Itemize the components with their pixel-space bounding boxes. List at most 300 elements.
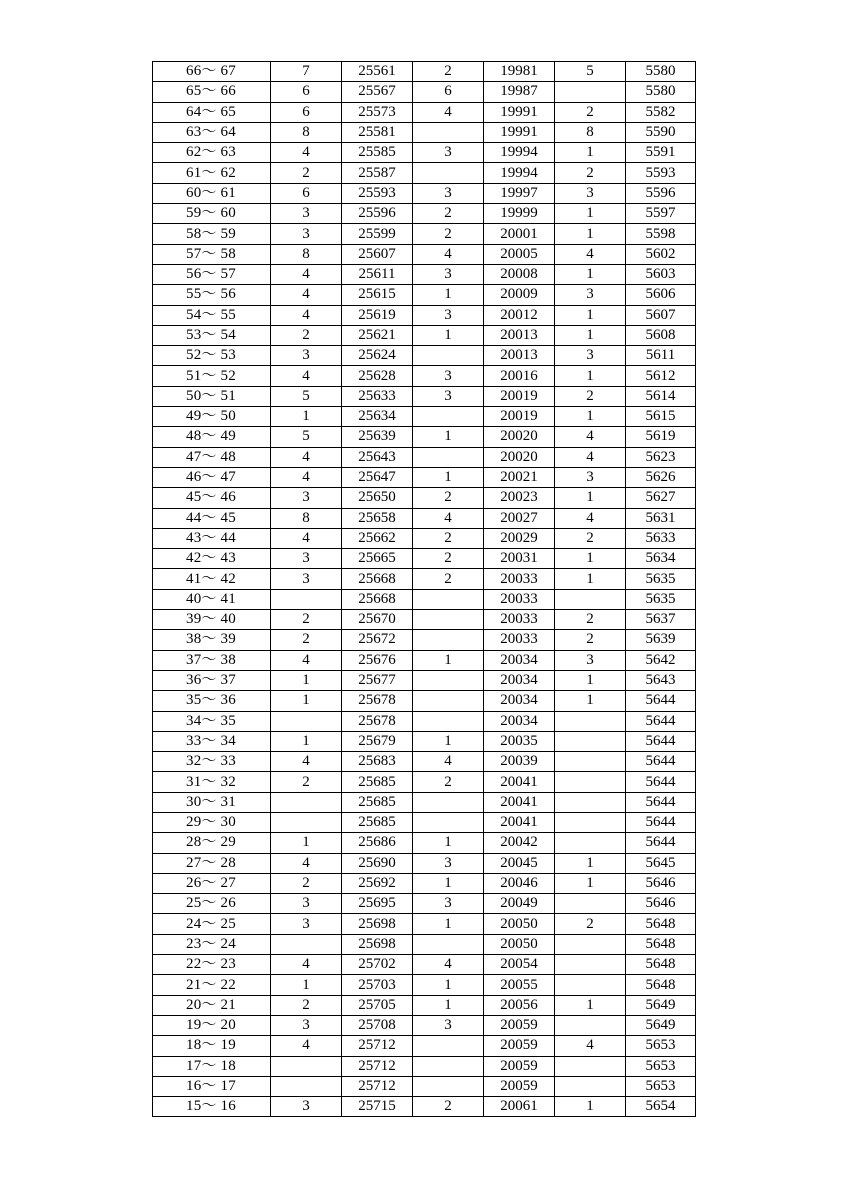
cumulative-cell: 25634 — [342, 407, 413, 427]
count-cell: 1 — [271, 670, 342, 690]
cumulative-cell-b: 20041 — [484, 792, 555, 812]
score-range-cell: 27～ 28 — [153, 853, 271, 873]
count-cell-c: 2 — [555, 528, 626, 548]
count-cell-b: 1 — [413, 731, 484, 751]
table-row — [153, 264, 696, 284]
table-row — [153, 914, 696, 934]
cumulative-cell-b: 19999 — [484, 204, 555, 224]
table-row — [153, 589, 696, 609]
cumulative-cell: 25698 — [342, 934, 413, 954]
cumulative-cell: 25670 — [342, 610, 413, 630]
score-range-cell: 32～ 33 — [153, 752, 271, 772]
count-cell: 4 — [271, 366, 342, 386]
count-cell-b: 2 — [413, 204, 484, 224]
cumulative-cell-b: 20034 — [484, 650, 555, 670]
count-cell: 6 — [271, 102, 342, 122]
cumulative-cell: 25650 — [342, 488, 413, 508]
cumulative-cell-b: 20027 — [484, 508, 555, 528]
cumulative-cell: 25715 — [342, 1097, 413, 1117]
cumulative-cell-c: 5644 — [626, 691, 696, 711]
count-cell-b — [413, 407, 484, 427]
cumulative-cell: 25662 — [342, 528, 413, 548]
table-row — [153, 204, 696, 224]
score-range-cell: 66～ 67 — [153, 62, 271, 82]
score-range-cell: 43～ 44 — [153, 528, 271, 548]
table-row — [153, 1015, 696, 1035]
count-cell-b: 3 — [413, 894, 484, 914]
count-cell-b: 2 — [413, 1097, 484, 1117]
count-cell: 2 — [271, 325, 342, 345]
count-cell-b: 1 — [413, 285, 484, 305]
cumulative-cell: 25567 — [342, 82, 413, 102]
count-cell: 4 — [271, 467, 342, 487]
count-cell — [271, 792, 342, 812]
score-range-cell: 21～ 22 — [153, 975, 271, 995]
count-cell-b: 1 — [413, 833, 484, 853]
table-row — [153, 752, 696, 772]
count-cell: 4 — [271, 143, 342, 163]
table-row — [153, 407, 696, 427]
cumulative-cell-c: 5612 — [626, 366, 696, 386]
cumulative-cell-c: 5649 — [626, 1015, 696, 1035]
count-cell-c: 1 — [555, 143, 626, 163]
count-cell-c: 3 — [555, 650, 626, 670]
cumulative-cell-c: 5637 — [626, 610, 696, 630]
table-row — [153, 508, 696, 528]
cumulative-cell-b: 20016 — [484, 366, 555, 386]
cumulative-cell-b: 20050 — [484, 934, 555, 954]
cumulative-cell-c: 5596 — [626, 183, 696, 203]
count-cell: 3 — [271, 549, 342, 569]
count-cell-b: 1 — [413, 325, 484, 345]
count-cell: 3 — [271, 1015, 342, 1035]
cumulative-cell-c: 5646 — [626, 873, 696, 893]
count-cell: 4 — [271, 264, 342, 284]
count-cell-b — [413, 122, 484, 142]
score-range-cell: 59～ 60 — [153, 204, 271, 224]
count-cell-b: 2 — [413, 488, 484, 508]
count-cell-b: 3 — [413, 386, 484, 406]
table-row — [153, 894, 696, 914]
cumulative-cell: 25561 — [342, 62, 413, 82]
cumulative-cell-c: 5644 — [626, 752, 696, 772]
cumulative-cell-b: 20020 — [484, 427, 555, 447]
table-body — [153, 62, 696, 1117]
score-range-cell: 55～ 56 — [153, 285, 271, 305]
count-cell-c: 1 — [555, 549, 626, 569]
count-cell — [271, 1076, 342, 1096]
count-cell-c: 4 — [555, 244, 626, 264]
count-cell-c: 4 — [555, 427, 626, 447]
count-cell: 8 — [271, 508, 342, 528]
cumulative-cell-b: 20050 — [484, 914, 555, 934]
count-cell-c: 1 — [555, 264, 626, 284]
cumulative-cell-c: 5627 — [626, 488, 696, 508]
cumulative-cell: 25678 — [342, 691, 413, 711]
table-row — [153, 792, 696, 812]
score-range-cell: 51～ 52 — [153, 366, 271, 386]
count-cell-c: 2 — [555, 914, 626, 934]
count-cell: 4 — [271, 285, 342, 305]
cumulative-cell-c: 5644 — [626, 772, 696, 792]
table-row — [153, 488, 696, 508]
cumulative-cell-b: 20005 — [484, 244, 555, 264]
count-cell: 2 — [271, 772, 342, 792]
cumulative-cell: 25611 — [342, 264, 413, 284]
cumulative-cell-c: 5615 — [626, 407, 696, 427]
cumulative-cell-c: 5645 — [626, 853, 696, 873]
count-cell: 1 — [271, 975, 342, 995]
score-range-cell: 58～ 59 — [153, 224, 271, 244]
cumulative-cell-b: 20033 — [484, 630, 555, 650]
score-range-cell: 64～ 65 — [153, 102, 271, 122]
count-cell: 4 — [271, 650, 342, 670]
count-cell-c: 2 — [555, 102, 626, 122]
count-cell — [271, 934, 342, 954]
count-cell-c: 1 — [555, 691, 626, 711]
count-cell-b — [413, 934, 484, 954]
score-range-cell: 16～ 17 — [153, 1076, 271, 1096]
count-cell-c: 2 — [555, 163, 626, 183]
count-cell: 4 — [271, 447, 342, 467]
count-cell-b: 3 — [413, 1015, 484, 1035]
cumulative-cell-b: 20056 — [484, 995, 555, 1015]
table-row — [153, 447, 696, 467]
table-row — [153, 325, 696, 345]
cumulative-cell-b: 20041 — [484, 772, 555, 792]
cumulative-cell-c: 5611 — [626, 346, 696, 366]
cumulative-cell-b: 20009 — [484, 285, 555, 305]
cumulative-cell: 25708 — [342, 1015, 413, 1035]
count-cell: 8 — [271, 244, 342, 264]
count-cell: 3 — [271, 346, 342, 366]
cumulative-cell-b: 20059 — [484, 1036, 555, 1056]
count-cell-b — [413, 346, 484, 366]
score-range-cell: 53～ 54 — [153, 325, 271, 345]
count-cell-b: 4 — [413, 508, 484, 528]
cumulative-cell: 25683 — [342, 752, 413, 772]
count-cell-b: 1 — [413, 914, 484, 934]
count-cell-c: 1 — [555, 569, 626, 589]
count-cell-b: 4 — [413, 244, 484, 264]
cumulative-cell: 25643 — [342, 447, 413, 467]
cumulative-cell-b: 20019 — [484, 407, 555, 427]
score-range-cell: 50～ 51 — [153, 386, 271, 406]
count-cell-c: 1 — [555, 204, 626, 224]
table-row — [153, 934, 696, 954]
count-cell-c — [555, 711, 626, 731]
count-cell-b: 4 — [413, 955, 484, 975]
table-row — [153, 102, 696, 122]
table-row — [153, 244, 696, 264]
cumulative-cell: 25621 — [342, 325, 413, 345]
cumulative-cell-b: 20012 — [484, 305, 555, 325]
cumulative-cell-c: 5648 — [626, 955, 696, 975]
cumulative-cell-c: 5654 — [626, 1097, 696, 1117]
count-cell-b — [413, 163, 484, 183]
cumulative-cell-c: 5653 — [626, 1076, 696, 1096]
score-range-cell: 17～ 18 — [153, 1056, 271, 1076]
cumulative-cell: 25658 — [342, 508, 413, 528]
cumulative-cell: 25672 — [342, 630, 413, 650]
count-cell-b: 3 — [413, 853, 484, 873]
cumulative-cell: 25712 — [342, 1076, 413, 1096]
count-cell: 3 — [271, 914, 342, 934]
cumulative-cell-c: 5614 — [626, 386, 696, 406]
cumulative-cell-c: 5648 — [626, 975, 696, 995]
cumulative-cell-b: 20059 — [484, 1056, 555, 1076]
score-range-cell: 18～ 19 — [153, 1036, 271, 1056]
cumulative-cell-b: 20013 — [484, 325, 555, 345]
cumulative-cell-b: 20013 — [484, 346, 555, 366]
cumulative-cell: 25705 — [342, 995, 413, 1015]
count-cell-b — [413, 447, 484, 467]
count-cell-c — [555, 589, 626, 609]
count-cell-b: 2 — [413, 62, 484, 82]
cumulative-cell-b: 20046 — [484, 873, 555, 893]
cumulative-cell-c: 5626 — [626, 467, 696, 487]
table-row — [153, 386, 696, 406]
count-cell-c: 1 — [555, 325, 626, 345]
score-range-cell: 25～ 26 — [153, 894, 271, 914]
cumulative-cell: 25639 — [342, 427, 413, 447]
cumulative-cell-c: 5603 — [626, 264, 696, 284]
count-cell-b — [413, 792, 484, 812]
count-cell: 7 — [271, 62, 342, 82]
table-row — [153, 812, 696, 832]
count-cell-b — [413, 670, 484, 690]
cumulative-cell-b: 19987 — [484, 82, 555, 102]
cumulative-cell-b: 20023 — [484, 488, 555, 508]
count-cell-c: 1 — [555, 305, 626, 325]
count-cell-c — [555, 772, 626, 792]
count-cell-b — [413, 1056, 484, 1076]
count-cell-c — [555, 955, 626, 975]
cumulative-cell-c: 5644 — [626, 711, 696, 731]
cumulative-cell-b: 19981 — [484, 62, 555, 82]
count-cell-b: 3 — [413, 305, 484, 325]
cumulative-cell-c: 5653 — [626, 1056, 696, 1076]
table-row — [153, 833, 696, 853]
cumulative-cell: 25573 — [342, 102, 413, 122]
count-cell-c — [555, 792, 626, 812]
table-row — [153, 1097, 696, 1117]
cumulative-cell-b: 20001 — [484, 224, 555, 244]
cumulative-cell-c: 5619 — [626, 427, 696, 447]
cumulative-cell: 25615 — [342, 285, 413, 305]
count-cell-c: 4 — [555, 1036, 626, 1056]
cumulative-cell-b: 20055 — [484, 975, 555, 995]
count-cell-b — [413, 610, 484, 630]
cumulative-cell-c: 5602 — [626, 244, 696, 264]
score-range-cell: 36～ 37 — [153, 670, 271, 690]
cumulative-cell-c: 5590 — [626, 122, 696, 142]
count-cell-b — [413, 589, 484, 609]
cumulative-cell: 25685 — [342, 812, 413, 832]
count-cell: 3 — [271, 1097, 342, 1117]
cumulative-cell-b: 20041 — [484, 812, 555, 832]
cumulative-cell-c: 5582 — [626, 102, 696, 122]
cumulative-cell: 25581 — [342, 122, 413, 142]
cumulative-cell-b: 20008 — [484, 264, 555, 284]
count-cell-b: 1 — [413, 995, 484, 1015]
cumulative-cell-c: 5642 — [626, 650, 696, 670]
cumulative-cell-b: 20049 — [484, 894, 555, 914]
cumulative-cell-b: 20029 — [484, 528, 555, 548]
cumulative-cell: 25685 — [342, 772, 413, 792]
count-cell-b — [413, 630, 484, 650]
table-row — [153, 1036, 696, 1056]
count-cell: 1 — [271, 833, 342, 853]
count-cell-c: 1 — [555, 224, 626, 244]
cumulative-cell: 25628 — [342, 366, 413, 386]
count-cell-b: 4 — [413, 102, 484, 122]
table-row — [153, 305, 696, 325]
score-range-cell: 22～ 23 — [153, 955, 271, 975]
cumulative-cell-c: 5646 — [626, 894, 696, 914]
cumulative-cell: 25677 — [342, 670, 413, 690]
cumulative-cell: 25702 — [342, 955, 413, 975]
table-row — [153, 630, 696, 650]
count-cell: 4 — [271, 853, 342, 873]
score-range-cell: 35～ 36 — [153, 691, 271, 711]
score-range-cell: 57～ 58 — [153, 244, 271, 264]
cumulative-cell: 25692 — [342, 873, 413, 893]
count-cell: 4 — [271, 528, 342, 548]
count-cell-b: 1 — [413, 873, 484, 893]
table-row — [153, 122, 696, 142]
score-range-cell: 61～ 62 — [153, 163, 271, 183]
count-cell-c: 3 — [555, 285, 626, 305]
count-cell: 4 — [271, 1036, 342, 1056]
score-range-cell: 29～ 30 — [153, 812, 271, 832]
table-row — [153, 955, 696, 975]
count-cell-c: 3 — [555, 346, 626, 366]
count-cell-b: 2 — [413, 549, 484, 569]
score-range-cell: 41～ 42 — [153, 569, 271, 589]
cumulative-cell-c: 5644 — [626, 731, 696, 751]
cumulative-cell-b: 19994 — [484, 143, 555, 163]
cumulative-cell-b: 20061 — [484, 1097, 555, 1117]
cumulative-cell: 25607 — [342, 244, 413, 264]
cumulative-cell: 25585 — [342, 143, 413, 163]
cumulative-cell: 25593 — [342, 183, 413, 203]
cumulative-cell-c: 5607 — [626, 305, 696, 325]
cumulative-cell: 25665 — [342, 549, 413, 569]
count-cell: 5 — [271, 427, 342, 447]
count-cell-c — [555, 975, 626, 995]
count-cell: 2 — [271, 630, 342, 650]
table-row — [153, 569, 696, 589]
score-range-cell: 52～ 53 — [153, 346, 271, 366]
table-row — [153, 650, 696, 670]
count-cell — [271, 711, 342, 731]
cumulative-cell: 25624 — [342, 346, 413, 366]
table-row — [153, 772, 696, 792]
count-cell: 2 — [271, 610, 342, 630]
count-cell-c: 1 — [555, 995, 626, 1015]
count-cell: 6 — [271, 183, 342, 203]
table-row — [153, 224, 696, 244]
cumulative-cell: 25698 — [342, 914, 413, 934]
cumulative-cell-c: 5580 — [626, 62, 696, 82]
score-range-cell: 44～ 45 — [153, 508, 271, 528]
cumulative-cell-c: 5644 — [626, 792, 696, 812]
count-cell: 2 — [271, 995, 342, 1015]
score-range-cell: 28～ 29 — [153, 833, 271, 853]
count-cell-c — [555, 894, 626, 914]
score-range-cell: 40～ 41 — [153, 589, 271, 609]
count-cell: 6 — [271, 82, 342, 102]
cumulative-cell-c: 5649 — [626, 995, 696, 1015]
cumulative-cell-b: 20033 — [484, 589, 555, 609]
count-cell: 4 — [271, 955, 342, 975]
table-row — [153, 853, 696, 873]
cumulative-cell-c: 5608 — [626, 325, 696, 345]
cumulative-cell-c: 5634 — [626, 549, 696, 569]
table-row — [153, 467, 696, 487]
score-range-cell: 47～ 48 — [153, 447, 271, 467]
count-cell: 4 — [271, 752, 342, 772]
count-cell-c: 5 — [555, 62, 626, 82]
cumulative-cell-b: 20031 — [484, 549, 555, 569]
cumulative-cell-b: 19991 — [484, 122, 555, 142]
cumulative-cell: 25686 — [342, 833, 413, 853]
cumulative-cell: 25685 — [342, 792, 413, 812]
count-cell: 2 — [271, 163, 342, 183]
cumulative-cell: 25668 — [342, 589, 413, 609]
count-cell-c — [555, 1015, 626, 1035]
count-cell-c — [555, 731, 626, 751]
count-cell-c — [555, 752, 626, 772]
table-row — [153, 1076, 696, 1096]
cumulative-cell-c: 5643 — [626, 670, 696, 690]
score-range-cell: 19～ 20 — [153, 1015, 271, 1035]
cumulative-cell-b: 20033 — [484, 569, 555, 589]
count-cell — [271, 1056, 342, 1076]
count-cell-c: 1 — [555, 488, 626, 508]
cumulative-cell-b: 20042 — [484, 833, 555, 853]
count-cell-c: 2 — [555, 386, 626, 406]
count-cell: 5 — [271, 386, 342, 406]
table-row — [153, 427, 696, 447]
count-cell: 3 — [271, 224, 342, 244]
table-row — [153, 143, 696, 163]
cumulative-cell-b: 20033 — [484, 610, 555, 630]
score-range-cell: 56～ 57 — [153, 264, 271, 284]
count-cell-b — [413, 812, 484, 832]
count-cell-b: 3 — [413, 366, 484, 386]
count-cell-b: 3 — [413, 143, 484, 163]
count-cell: 8 — [271, 122, 342, 142]
count-cell — [271, 589, 342, 609]
cumulative-cell: 25695 — [342, 894, 413, 914]
score-range-cell: 48～ 49 — [153, 427, 271, 447]
table-row — [153, 670, 696, 690]
cumulative-cell-c: 5597 — [626, 204, 696, 224]
cumulative-cell-b: 19997 — [484, 183, 555, 203]
table-row — [153, 366, 696, 386]
cumulative-cell-c: 5644 — [626, 833, 696, 853]
score-range-cell: 63～ 64 — [153, 122, 271, 142]
score-range-cell: 30～ 31 — [153, 792, 271, 812]
cumulative-cell-b: 20034 — [484, 691, 555, 711]
cumulative-cell-b: 19991 — [484, 102, 555, 122]
count-cell-c: 1 — [555, 670, 626, 690]
cumulative-cell-b: 20059 — [484, 1015, 555, 1035]
table-row — [153, 549, 696, 569]
cumulative-cell-c: 5598 — [626, 224, 696, 244]
